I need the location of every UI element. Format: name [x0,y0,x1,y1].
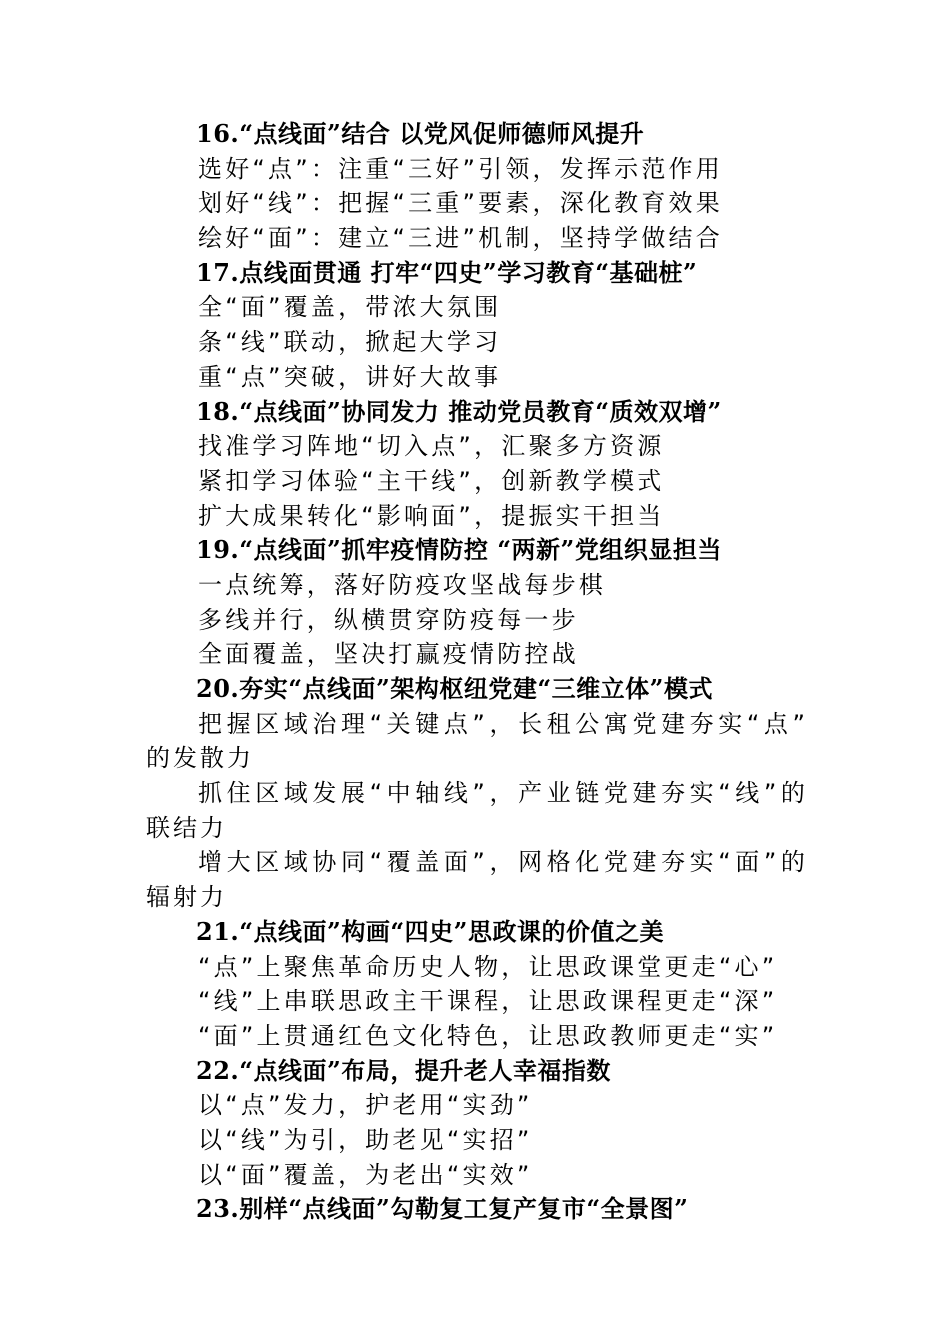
list-item: 划好“线”：把握“三重”要素，深化教育效果 [198,189,723,218]
section-heading-19: 19.“点线面”抓牢疫情防控 “两新”党组织显担当 [196,535,722,565]
list-item: 以“面”覆盖，为老出“实效” [198,1160,533,1189]
list-item: 增大区域协同“覆盖面”，网格化党建夯实“面”的 [198,848,810,877]
list-item: 以“点”发力，护老用“实劲” [198,1091,533,1120]
list-item: 扩大成果转化“影响面”，提振实干担当 [198,501,665,530]
list-item: 条“线”联动，掀起大学习 [198,328,502,357]
list-item: 绘好“面”：建立“三进”机制，坚持学做结合 [198,224,723,253]
list-item: 找准学习阵地“切入点”，汇聚多方资源 [198,432,665,461]
list-item: “线”上串联思政主干课程，让思政课程更走“深” [198,987,778,1016]
list-item-continuation: 的发散力 [146,744,254,773]
section-heading-23: 23.别样“点线面”勾勒复工复产复市“全景图” [196,1194,689,1224]
list-item: 全“面”覆盖，带浓大氛围 [198,293,502,322]
list-item: 把握区域治理“关键点”，长租公寓党建夯实“点” [198,709,810,738]
section-heading-16: 16.“点线面”结合 以党风促师德师风提升 [196,119,645,148]
list-item: 重“点”突破，讲好大故事 [198,362,502,391]
list-item-continuation: 辐射力 [146,883,227,912]
list-item: 抓住区域发展“中轴线”，产业链党建夯实“线”的 [198,779,810,808]
section-heading-22: 22.“点线面”布局，提升老人幸福指数 [196,1055,611,1085]
list-item: “面”上贯通红色文化特色，让思政教师更走“实” [198,1021,778,1050]
section-heading-20: 20.夯实“点线面”架构枢纽党建“三维立体”模式 [196,674,713,703]
list-item: 一点统筹，落好防疫攻坚战每步棋 [198,570,606,599]
section-heading-18: 18.“点线面”协同发力 推动党员教育“质效双增” [196,396,722,426]
list-item: 多线并行，纵横贯穿防疫每一步 [198,605,579,634]
section-heading-17: 17.点线面贯通 打牢“四史”学习教育“基础桩” [196,257,698,287]
list-item: 全面覆盖，坚决打赢疫情防控战 [198,640,579,669]
list-item: “点”上聚焦革命历史人物，让思政课堂更走“心” [198,952,778,981]
document-body [146,117,811,1227]
section-heading-21: 21.“点线面”构画“四史”思政课的价值之美 [196,916,664,946]
list-item: 选好“点”：注重“三好”引领，发挥示范作用 [198,154,723,183]
list-item-continuation: 联结力 [146,813,227,842]
list-item: 以“线”为引，助老见“实招” [198,1125,533,1154]
list-item: 紧扣学习体验“主干线”，创新教学模式 [198,466,665,495]
